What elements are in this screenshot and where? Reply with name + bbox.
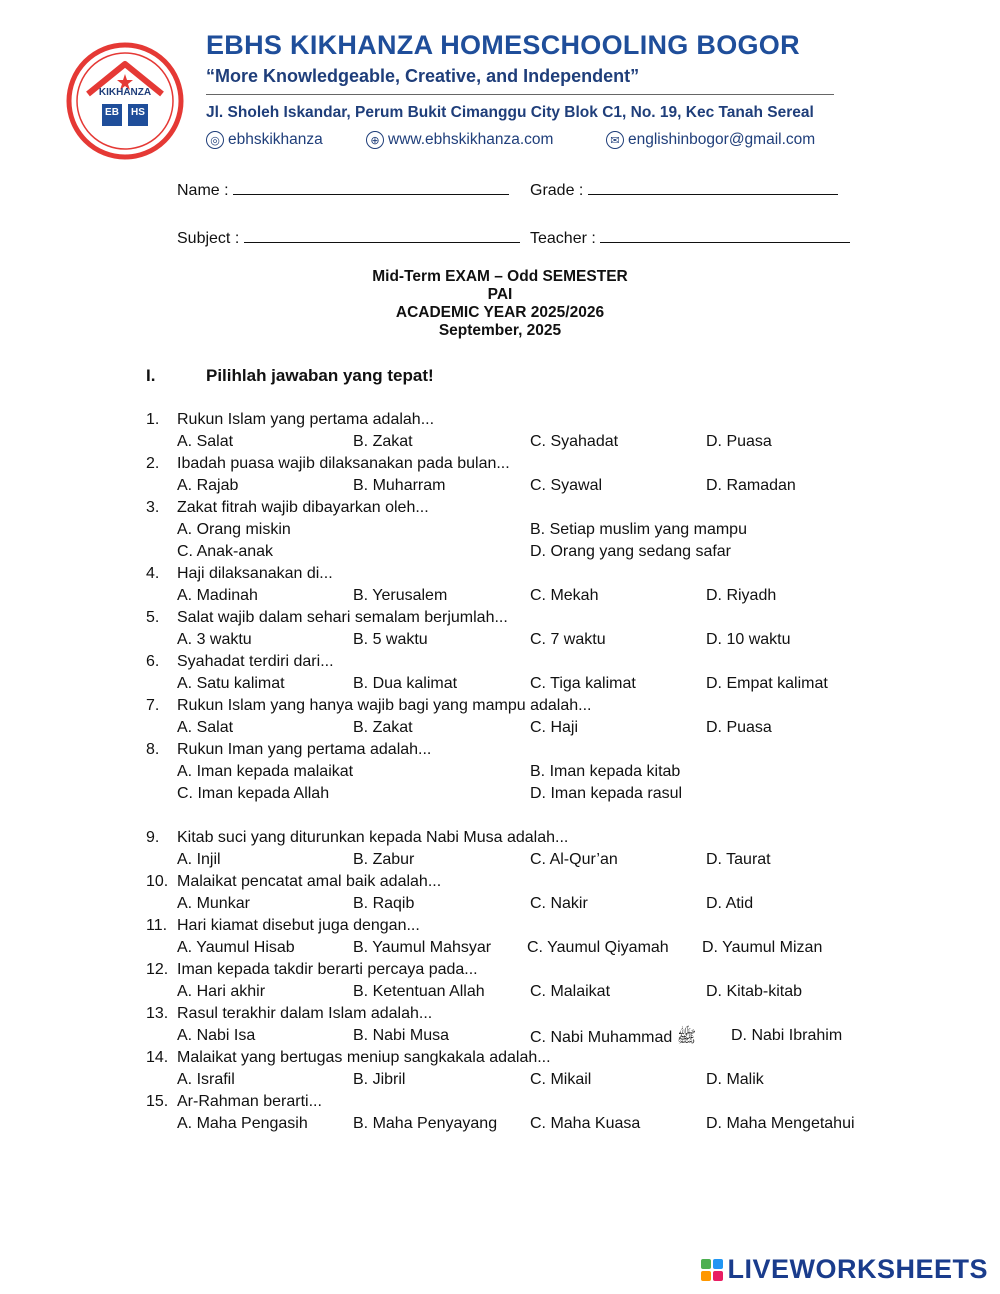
option-a[interactable]: A. Iman kepada malaikat bbox=[177, 763, 354, 780]
option-c[interactable]: C. Malaikat bbox=[530, 983, 611, 1000]
option-a[interactable]: A. Maha Pengasih bbox=[177, 1115, 308, 1132]
option-a[interactable]: A. Satu kalimat bbox=[177, 675, 285, 692]
school-name: EBHS KIKHANZA HOMESCHOOLING BOGOR bbox=[206, 30, 800, 60]
option-b[interactable]: B. Yerusalem bbox=[353, 587, 448, 604]
logo-top-text: KIKHANZA bbox=[98, 87, 152, 98]
logo-right-box: HS bbox=[131, 107, 145, 118]
question-number: 12. bbox=[146, 961, 169, 978]
option-c[interactable]: C. Tiga kalimat bbox=[530, 675, 636, 692]
option-a[interactable]: A. Munkar bbox=[177, 895, 250, 912]
option-a[interactable]: A. 3 waktu bbox=[177, 631, 252, 648]
option-d[interactable]: D. Malik bbox=[706, 1071, 764, 1088]
liveworksheets-text: LIVEWORKSHEETS bbox=[727, 1254, 988, 1284]
subject-label: Subject : bbox=[177, 230, 240, 247]
option-b[interactable]: B. Zakat bbox=[353, 433, 413, 450]
option-b[interactable]: B. Ketentuan Allah bbox=[353, 983, 485, 1000]
website-contact bbox=[366, 131, 553, 149]
email-contact bbox=[606, 131, 815, 149]
question-text: Haji dilaksanakan di... bbox=[177, 565, 333, 582]
subject-field[interactable] bbox=[177, 228, 520, 248]
question-number: 1. bbox=[146, 411, 160, 428]
question-text: Rukun Islam yang pertama adalah... bbox=[177, 411, 435, 428]
question-text: Ibadah puasa wajib dilaksanakan pada bulan... bbox=[177, 455, 510, 472]
website-url: www.ebhskikhanza.com bbox=[388, 131, 554, 148]
school-logo bbox=[66, 42, 184, 160]
exam-title: Mid-Term EXAM – Odd SEMESTER bbox=[372, 268, 628, 285]
instagram-icon: ◎ bbox=[206, 131, 224, 149]
academic-year: ACADEMIC YEAR 2025/2026 bbox=[395, 304, 605, 321]
question-text: Hari kiamat disebut juga dengan... bbox=[177, 917, 420, 934]
liveworksheets-watermark bbox=[701, 1254, 988, 1285]
option-d[interactable]: D. Taurat bbox=[706, 851, 771, 868]
teacher-field[interactable] bbox=[530, 228, 850, 248]
question-text: Zakat fitrah wajib dibayarkan oleh... bbox=[177, 499, 429, 516]
question-number: 9. bbox=[146, 829, 160, 846]
section-number: I. bbox=[146, 366, 156, 385]
option-d[interactable]: D. Empat kalimat bbox=[706, 675, 828, 692]
option-a[interactable]: A. Rajab bbox=[177, 477, 239, 494]
question-text: Rukun Iman yang pertama adalah... bbox=[177, 741, 432, 758]
question-text: Ar-Rahman berarti... bbox=[177, 1093, 322, 1110]
instagram-handle: ebhskikhanza bbox=[228, 131, 323, 148]
exam-date: September, 2025 bbox=[438, 322, 562, 339]
option-a[interactable]: A. Orang miskin bbox=[177, 521, 291, 538]
option-a[interactable]: A. Nabi Isa bbox=[177, 1027, 256, 1044]
mail-icon: ✉ bbox=[606, 131, 624, 149]
option-d[interactable]: D. Puasa bbox=[706, 719, 772, 736]
option-c[interactable]: C. Maha Kuasa bbox=[530, 1115, 641, 1132]
name-blank[interactable] bbox=[233, 180, 509, 195]
option-b[interactable]: B. Dua kalimat bbox=[353, 675, 458, 692]
option-a[interactable]: A. Madinah bbox=[177, 587, 258, 604]
option-c[interactable]: C. Iman kepada Allah bbox=[177, 785, 330, 802]
question-number: 2. bbox=[146, 455, 160, 472]
question-number: 13. bbox=[146, 1005, 169, 1022]
option-b[interactable]: B. Nabi Musa bbox=[353, 1027, 450, 1044]
option-d[interactable]: D. Iman kepada rasul bbox=[530, 785, 683, 802]
teacher-label: Teacher : bbox=[530, 230, 596, 247]
option-b[interactable]: B. 5 waktu bbox=[353, 631, 428, 648]
option-c[interactable]: C. Mikail bbox=[530, 1071, 592, 1088]
option-a[interactable]: A. Israfil bbox=[177, 1071, 235, 1088]
instagram-contact bbox=[206, 131, 323, 149]
school-motto: “More Knowledgeable, Creative, and Independent” bbox=[206, 66, 640, 86]
globe-icon: ⊕ bbox=[366, 131, 384, 149]
option-d[interactable]: D. Yaumul Mizan bbox=[702, 939, 823, 956]
option-d[interactable]: D. Atid bbox=[706, 895, 754, 912]
question-text: Rukun Islam yang hanya wajib bagi yang mampu adalah... bbox=[177, 697, 592, 714]
header-divider bbox=[206, 94, 834, 95]
option-d[interactable]: D. Nabi Ibrahim bbox=[731, 1027, 843, 1044]
exam-subject: PAI bbox=[487, 286, 513, 303]
option-c[interactable]: C. Haji bbox=[530, 719, 579, 736]
question-number: 10. bbox=[146, 873, 169, 890]
option-a[interactable]: A. Hari akhir bbox=[177, 983, 266, 1000]
option-c[interactable]: C. 7 waktu bbox=[530, 631, 606, 648]
option-c[interactable]: C. Nabi Muhammad ﷺ bbox=[530, 1029, 697, 1046]
question-number: 4. bbox=[146, 565, 160, 582]
option-b[interactable]: B. Zakat bbox=[353, 719, 413, 736]
option-c[interactable]: C. Syahadat bbox=[530, 433, 619, 450]
option-d[interactable]: D. Kitab-kitab bbox=[706, 983, 803, 1000]
option-b[interactable]: B. Muharram bbox=[353, 477, 446, 494]
question-text: Salat wajib dalam sehari semalam berjumlah... bbox=[177, 609, 508, 626]
question-text: Rasul terakhir dalam Islam adalah... bbox=[177, 1005, 433, 1022]
option-a[interactable]: A. Yaumul Hisab bbox=[177, 939, 295, 956]
option-d[interactable]: D. Ramadan bbox=[706, 477, 796, 494]
option-c[interactable]: C. Al-Qur’an bbox=[530, 851, 618, 868]
option-b[interactable]: B. Jibril bbox=[353, 1071, 406, 1088]
section-instruction: Pilihlah jawaban yang tepat! bbox=[206, 366, 434, 385]
option-a[interactable]: A. Salat bbox=[177, 719, 234, 736]
option-d[interactable]: D. Maha Mengetahui bbox=[706, 1115, 855, 1132]
question-number: 14. bbox=[146, 1049, 169, 1066]
question-number: 6. bbox=[146, 653, 160, 670]
option-d[interactable]: D. Riyadh bbox=[706, 587, 777, 604]
grade-field[interactable] bbox=[530, 180, 838, 200]
question-number: 11. bbox=[146, 917, 168, 934]
teacher-blank[interactable] bbox=[600, 228, 850, 243]
question-text: Syahadat terdiri dari... bbox=[177, 653, 334, 670]
option-b[interactable]: B. Iman kepada kitab bbox=[530, 763, 681, 780]
question-text: Malaikat yang bertugas meniup sangkakala adalah... bbox=[177, 1049, 551, 1066]
option-c[interactable]: C. Nakir bbox=[530, 895, 588, 912]
option-d[interactable]: D. Orang yang sedang safar bbox=[530, 543, 732, 560]
question-text: Kitab suci yang diturunkan kepada Nabi Musa adalah... bbox=[177, 829, 569, 846]
name-label: Name : bbox=[177, 182, 229, 199]
name-field[interactable] bbox=[177, 180, 509, 200]
question-text: Iman kepada takdir berarti percaya pada... bbox=[177, 961, 478, 978]
option-b[interactable]: B. Maha Penyayang bbox=[353, 1115, 498, 1132]
question-number: 5. bbox=[146, 609, 160, 626]
subject-blank[interactable] bbox=[244, 228, 520, 243]
option-a[interactable]: A. Injil bbox=[177, 851, 221, 868]
option-c[interactable]: C. Anak-anak bbox=[177, 543, 274, 560]
school-address: Jl. Sholeh Iskandar, Perum Bukit Cimanggu City Blok C1, No. 19, Kec Tanah Sereal bbox=[206, 104, 814, 121]
option-c[interactable]: C. Mekah bbox=[530, 587, 599, 604]
grade-blank[interactable] bbox=[588, 180, 838, 195]
question-number: 15. bbox=[146, 1093, 169, 1110]
question-text: Malaikat pencatat amal baik adalah... bbox=[177, 873, 442, 890]
liveworksheets-icon bbox=[701, 1259, 723, 1281]
option-b[interactable]: B. Raqib bbox=[353, 895, 415, 912]
option-b[interactable]: B. Zabur bbox=[353, 851, 415, 868]
option-d[interactable]: D. 10 waktu bbox=[706, 631, 791, 648]
question-number: 7. bbox=[146, 697, 160, 714]
option-d[interactable]: D. Puasa bbox=[706, 433, 772, 450]
option-c[interactable]: C. Yaumul Qiyamah bbox=[527, 939, 669, 956]
question-number: 8. bbox=[146, 741, 160, 758]
grade-label: Grade : bbox=[530, 182, 584, 199]
option-b[interactable]: B. Yaumul Mahsyar bbox=[353, 939, 492, 956]
option-c[interactable]: C. Syawal bbox=[530, 477, 603, 494]
option-b[interactable]: B. Setiap muslim yang mampu bbox=[530, 521, 747, 538]
email-address: englishinbogor@gmail.com bbox=[628, 131, 816, 148]
option-a[interactable]: A. Salat bbox=[177, 433, 234, 450]
logo-left-box: EB bbox=[105, 107, 119, 118]
question-number: 3. bbox=[146, 499, 160, 516]
